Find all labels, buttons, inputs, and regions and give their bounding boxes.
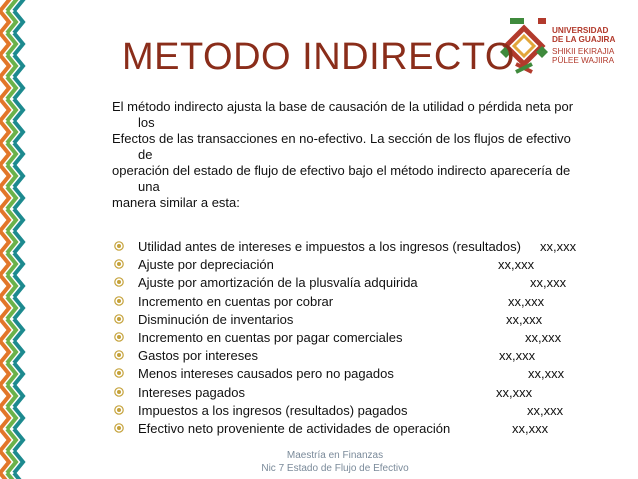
item-label: Ajuste por depreciación [138, 257, 274, 273]
bullet-icon [114, 296, 124, 306]
list-item [112, 365, 632, 383]
bullet-icon [114, 277, 124, 287]
item-value: xx,xxx [528, 366, 565, 382]
logo-line-2: DE LA GUAJIRA [552, 35, 616, 44]
decorative-border [0, 0, 26, 479]
bullet-icon [114, 259, 124, 269]
border-chevron [14, 473, 23, 479]
bullet-icon [114, 314, 124, 324]
paragraph-text: Efectos de las transacciones en no-efectivo. La sección de los flujos de efectivo [112, 131, 571, 146]
list-item [112, 274, 632, 292]
logo-line-3: SHIKII EKIRAJIA [552, 47, 615, 56]
bullet-icon [114, 405, 124, 415]
item-label: Gastos por intereses [138, 348, 258, 364]
cash-flow-items-list [112, 238, 632, 438]
paragraph-text: El método indirecto ajusta la base de causación de la utilidad o pérdida neta por [112, 99, 574, 114]
logo-line-1: UNIVERSIDAD [552, 26, 609, 35]
item-value: xx,xxx [508, 293, 545, 309]
item-value: xx,xxx [506, 311, 543, 327]
slide-title: METODO INDIRECTO [122, 36, 515, 78]
item-label: Ajuste por amortización de la plusvalía adquirida [138, 275, 418, 291]
university-logo [496, 14, 638, 76]
item-label: Menos intereses causados pero no pagados [138, 366, 394, 382]
item-value: xx,xxx [540, 239, 577, 254]
paragraph-line [112, 195, 622, 211]
paragraph-continuation: una [138, 179, 160, 194]
item-label: Efectivo neto proveniente de actividades de operación [138, 420, 451, 436]
bullet-icon [114, 241, 124, 251]
item-value: xx,xxx [530, 275, 567, 291]
bullet-icon [114, 350, 124, 360]
paragraph-line [112, 131, 622, 163]
slide-footer [250, 449, 420, 475]
list-item [112, 311, 632, 329]
item-value: xx,xxx [527, 402, 564, 418]
intro-paragraph [112, 99, 622, 211]
paragraph-line [112, 99, 622, 131]
item-value: xx,xxx [496, 384, 533, 400]
item-value: xx,xxx [525, 329, 562, 345]
bullet-icon [114, 368, 124, 378]
bullet-icon [114, 423, 124, 433]
list-item [112, 384, 632, 402]
item-label: Utilidad antes de intereses e impuestos a los ingresos (resultados) [138, 239, 521, 254]
bullet-icon [114, 387, 124, 397]
item-value: xx,xxx [499, 348, 536, 364]
item-value: xx,xxx [512, 420, 549, 436]
item-value: xx,xxx [498, 257, 535, 273]
item-label: Disminución de inventarios [138, 311, 294, 327]
item-label: Incremento en cuentas por cobrar [138, 293, 334, 309]
list-item [112, 293, 632, 311]
bullet-icon [114, 332, 124, 342]
paragraph-line [112, 163, 622, 195]
list-item [112, 238, 632, 256]
footer-line-2: Nic 7 Estado de Flujo de Efectivo [261, 463, 409, 474]
list-item [112, 329, 632, 347]
paragraph-text: operación del estado de flujo de efectivo bajo el método indirecto aparecería de [112, 163, 571, 178]
item-label: Impuestos a los ingresos (resultados) pagados [138, 402, 408, 418]
paragraph-continuation: de [138, 147, 153, 162]
list-item [112, 402, 632, 420]
logo-line-4: PÜLEE WAJIIRA [552, 56, 615, 65]
item-label: Incremento en cuentas por pagar comerciales [138, 329, 403, 345]
list-item [112, 256, 632, 274]
paragraph-continuation: los [138, 115, 155, 130]
list-item [112, 347, 632, 365]
list-item [112, 420, 632, 438]
paragraph-text: manera similar a esta: [112, 195, 240, 210]
item-label: Intereses pagados [138, 384, 245, 400]
footer-line-1: Maestría en Finanzas [286, 450, 384, 461]
